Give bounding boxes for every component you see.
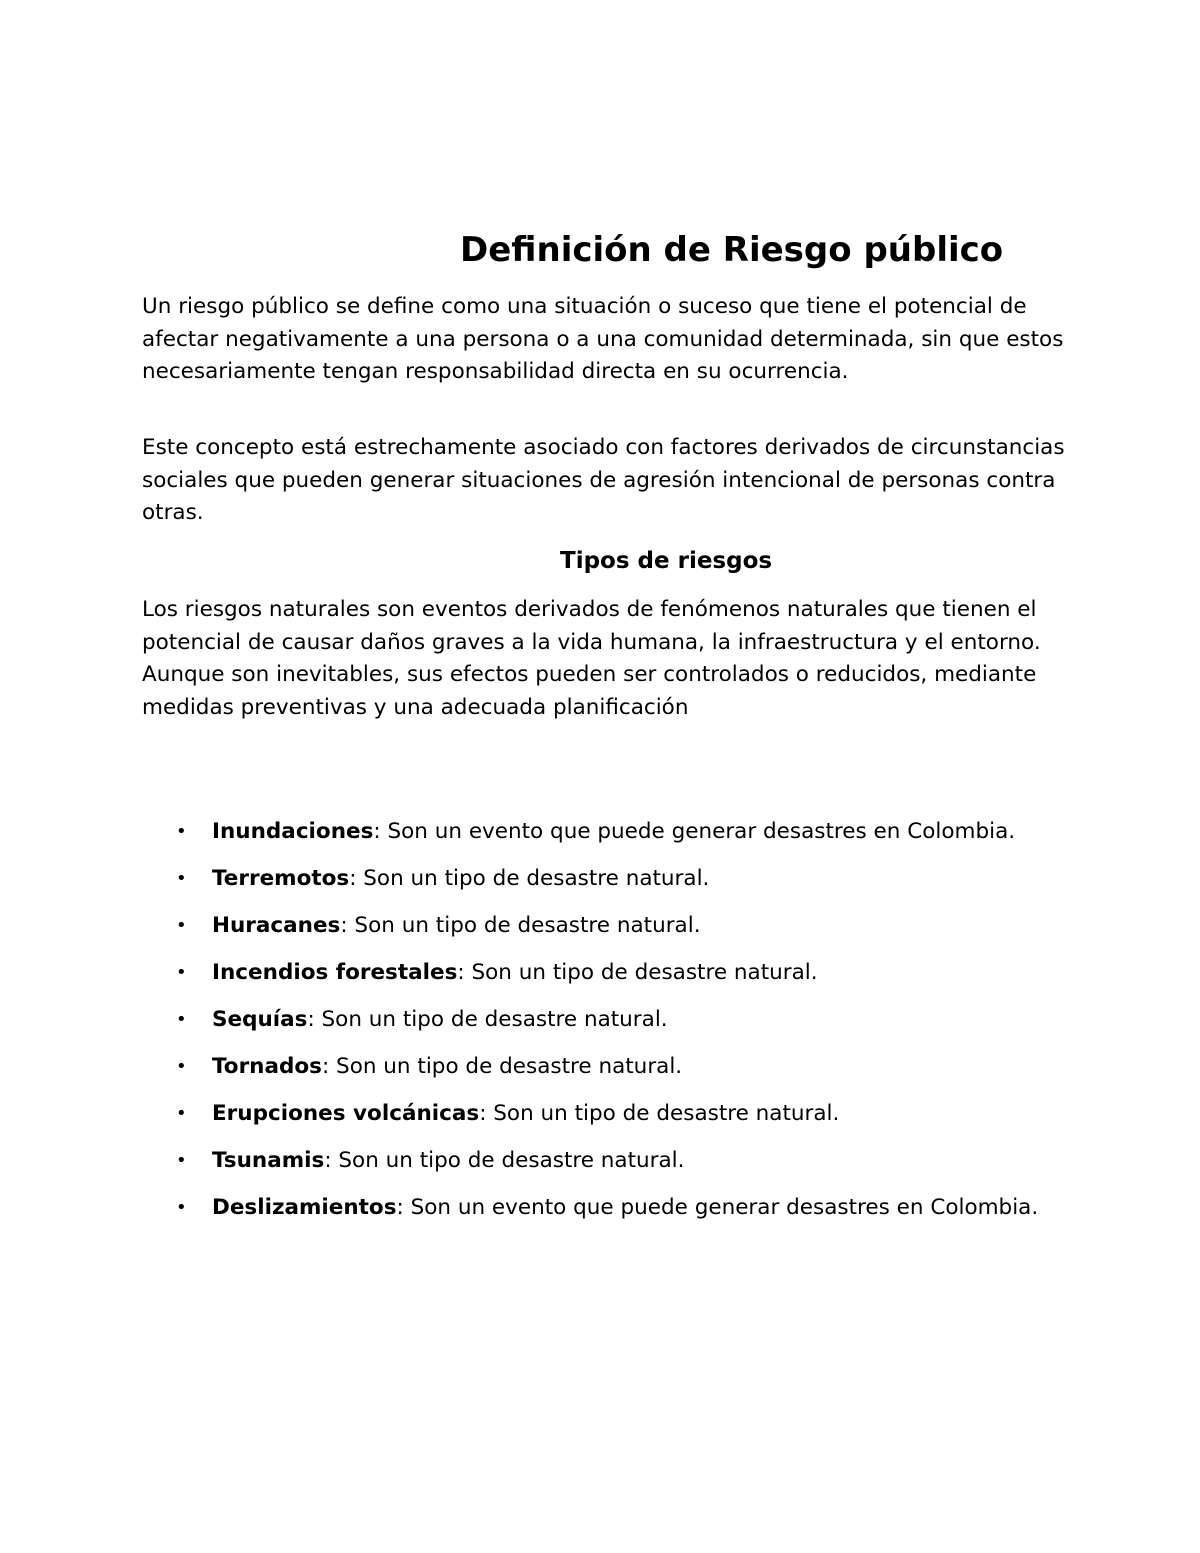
- item-term: Inundaciones: [212, 819, 374, 844]
- bullet-icon: •: [176, 915, 187, 936]
- list-item: [142, 1192, 1042, 1225]
- list-item: [142, 863, 1042, 896]
- bullet-icon: •: [176, 868, 187, 889]
- risk-types-list: [142, 816, 1042, 1239]
- list-item: [142, 816, 1042, 849]
- bullet-icon: •: [176, 1009, 187, 1030]
- list-item: [142, 1098, 1042, 1131]
- item-term: Deslizamientos: [212, 1195, 397, 1220]
- page-title: Definición de Riesgo público: [460, 230, 1004, 270]
- item-term: Tsunamis: [212, 1148, 325, 1173]
- item-description: : Son un evento que puede generar desastres en Colombia.: [396, 1195, 1039, 1220]
- bullet-icon: •: [176, 821, 187, 842]
- item-description: : Son un tipo de desastre natural.: [321, 1054, 683, 1079]
- list-item: [142, 957, 1042, 990]
- item-description: : Son un tipo de desastre natural.: [307, 1007, 668, 1032]
- item-description: : Son un tipo de desastre natural.: [340, 913, 701, 938]
- item-description: : Son un tipo de desastre natural.: [457, 960, 818, 985]
- bullet-icon: •: [176, 962, 187, 983]
- list-item: [142, 1051, 1042, 1084]
- item-term: Sequías: [212, 1007, 308, 1032]
- list-item: [142, 1004, 1042, 1037]
- item-term: Incendios forestales: [212, 960, 458, 985]
- item-description: : Son un tipo de desastre natural.: [349, 866, 710, 891]
- list-item: [142, 1145, 1042, 1178]
- bullet-icon: •: [176, 1150, 187, 1171]
- concept-paragraph: Este concepto está estrechamente asociado con factores derivados de circunstancias sociales que pueden generar situaciones de agresión intencional de personas contra otras.: [142, 435, 1065, 525]
- item-description: : Son un tipo de desastre natural.: [324, 1148, 685, 1173]
- item-term: Tornados: [212, 1054, 322, 1079]
- item-description: : Son un evento que puede generar desastres en Colombia.: [373, 819, 1016, 844]
- item-term: Terremotos: [212, 866, 350, 891]
- bullet-icon: •: [176, 1056, 187, 1077]
- definition-paragraph: Un riesgo público se define como una situación o suceso que tiene el potencial de afectar negativamente a una persona o a una comunidad determinada, sin que estos necesariamente tengan responsabilidad directa en su ocurrencia.: [142, 294, 1064, 384]
- list-item: [142, 910, 1042, 943]
- bullet-icon: •: [176, 1103, 187, 1124]
- item-term: Huracanes: [212, 913, 341, 938]
- item-term: Erupciones volcánicas: [212, 1101, 480, 1126]
- natural-risks-paragraph: Los riesgos naturales son eventos derivados de fenómenos naturales que tienen el potencial de causar daños graves a la vida humana, la infraestructura y el entorno. Aunque son inevitables, sus efectos pueden ser controlados o reducidos, mediante medidas preventivas y una adecuada planificación: [142, 597, 1041, 720]
- section-title: Tipos de riesgos: [560, 548, 773, 574]
- bullet-icon: •: [176, 1197, 187, 1218]
- item-description: : Son un tipo de desastre natural.: [479, 1101, 840, 1126]
